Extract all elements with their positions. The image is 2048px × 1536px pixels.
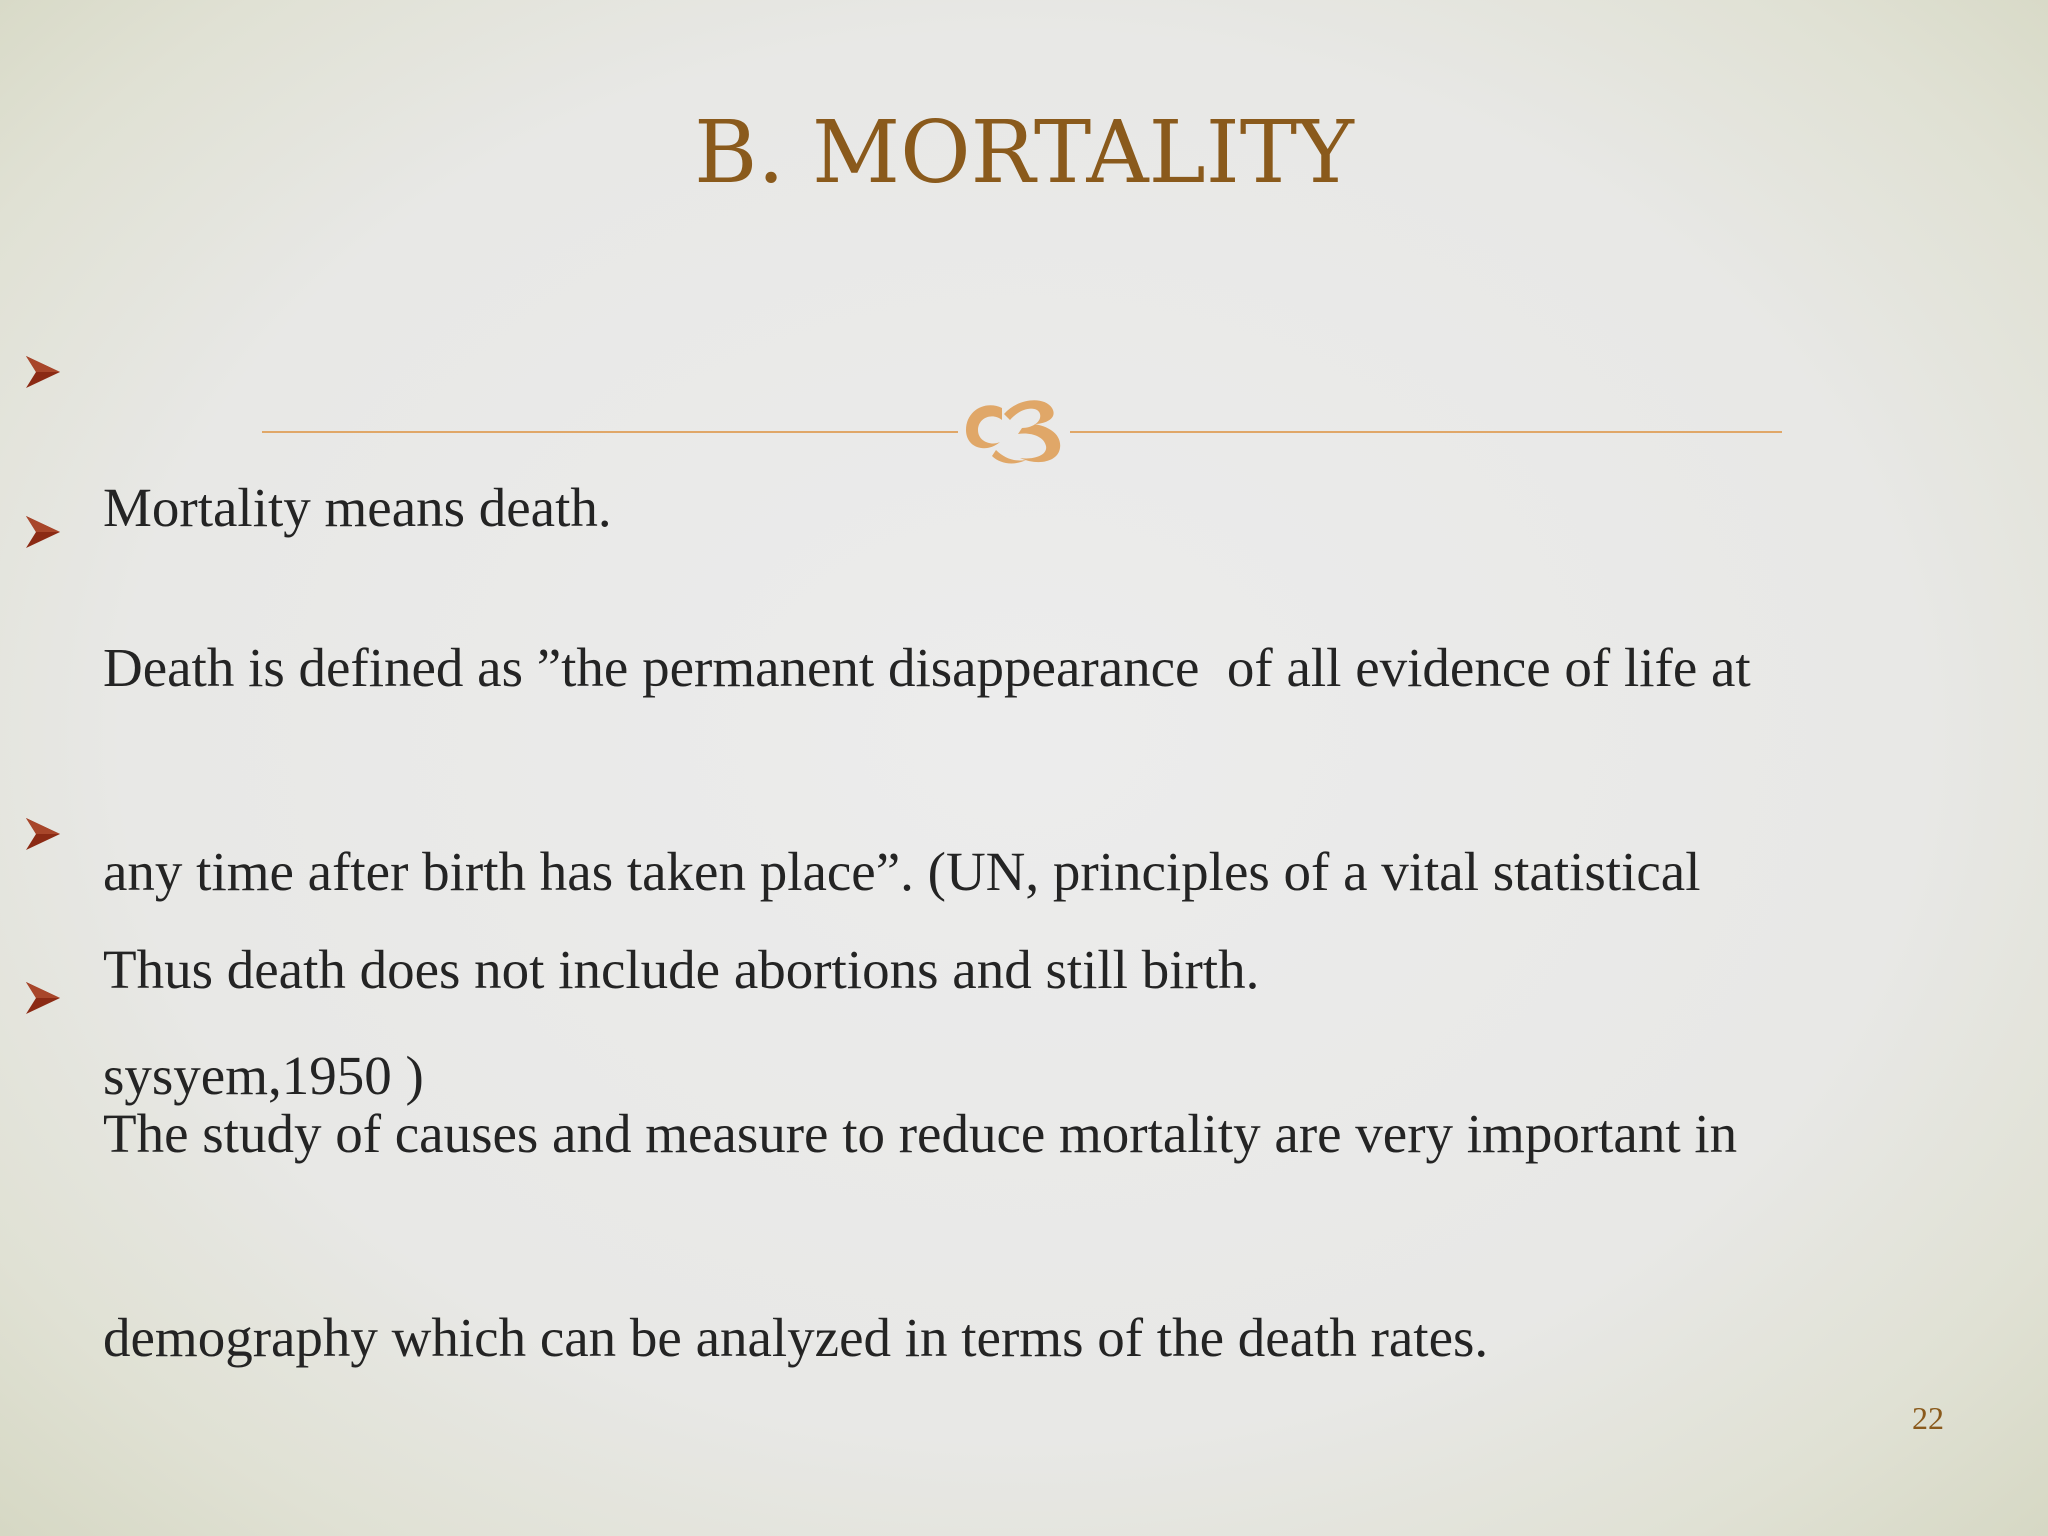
bullet-line: The study of causes and measure to reduce mortality are very important in [103, 1103, 1738, 1164]
bullet-line: sysyem,1950 ) [103, 1045, 424, 1106]
arrowhead-bullet-icon [24, 980, 62, 1016]
bullet-line: Mortality means death. [103, 477, 612, 538]
bullet-line: Death is defined as ”the permanent disappearance of all evidence of life at [103, 637, 1751, 698]
slide-title: B. MORTALITY [694, 103, 1354, 203]
arrowhead-bullet-icon [24, 816, 62, 852]
arrowhead-bullet-icon [24, 354, 62, 390]
arrowhead-bullet-icon [24, 514, 62, 550]
bullet-line: any time after birth has taken place”. (UN, principles of a vital statistical [103, 841, 1701, 902]
bullet-text [103, 964, 2003, 1508]
bullet-line: Thus death does not include abortions and still birth. [103, 939, 1260, 1000]
page-number: 22 [1912, 1400, 1944, 1436]
bullet-line: demography which can be analyzed in terms of the death rates. [103, 1307, 1489, 1368]
